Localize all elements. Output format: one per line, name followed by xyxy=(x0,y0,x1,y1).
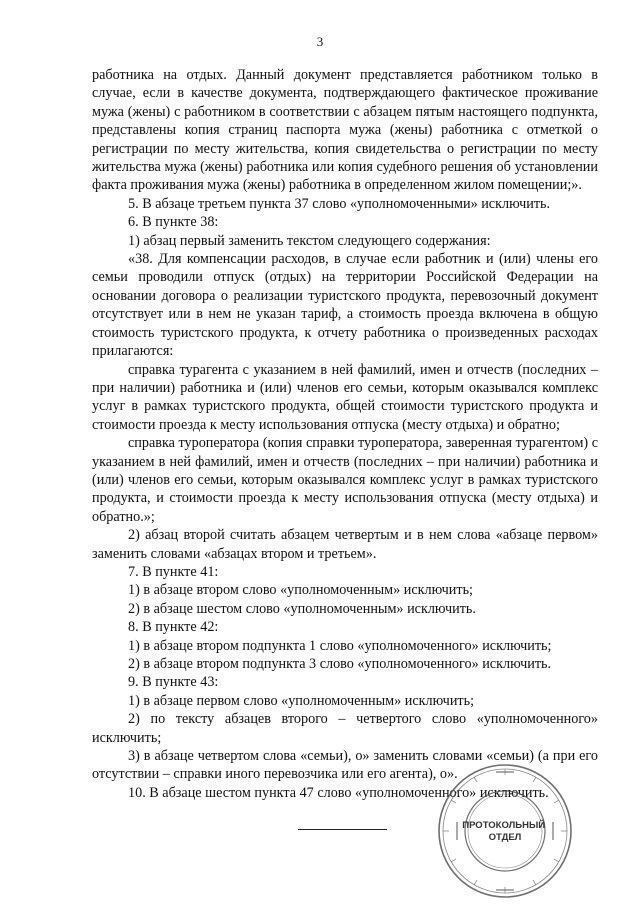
paragraph-item-10: 10. В абзаце шестом пункта 47 слово «уполномоченного» исключить. xyxy=(128,784,549,801)
document-body xyxy=(92,66,598,802)
paragraph-item-6-2: 2) абзац второй считать абзацем четвертым и в нем слова «абзаце первом» заменить словами «абзацах втором и третьем». xyxy=(92,527,598,562)
paragraph-item-9: 9. В пункте 43: xyxy=(128,674,219,691)
official-stamp-seal xyxy=(436,762,574,900)
paragraph-item-8: 8. В пункте 42: xyxy=(128,619,219,636)
paragraph-item-9-2: 2) по тексту абзацев второго – четвертого слово «уполномоченного» исключить; xyxy=(92,711,598,746)
paragraph-quoted-38: «38. Для компенсации расходов, в случае если работник и (или) члены его семьи проводили отпуск (отдых) на территории Российской Федерации на основании договора о реализации туристского продукта, перевозочный документ отсутствует или в нем не указан тариф, а стоимость проезда включена в общую стоимость туристского продукта, к отчету работника о произведенных расходах прилагаются: xyxy=(92,251,598,360)
stamp-center-text: ПРОТОКОЛЬНЫЙ ОТДЕЛ xyxy=(462,820,546,843)
paragraph-item-7-1: 1) в абзаце втором слово «уполномоченным» исключить; xyxy=(128,582,473,599)
paragraph-item-7: 7. В пункте 41: xyxy=(128,563,219,580)
paragraph-item-8-1: 1) в абзаце втором подпункта 1 слово «уполномоченного» исключить; xyxy=(128,637,552,654)
paragraph-item-8-2: 2) в абзаце втором подпункта 3 слово «уполномоченного» исключить. xyxy=(128,656,552,672)
end-of-text-line xyxy=(298,829,387,830)
paragraph-tour-agent-certificate: справка турагента с указанием в ней фамилий, имен и отчеств (последних – при наличии) работника и (или) членов его семьи, которым оказывался комплекс услуг в рамках туристского продукта, общей стоимости туристского продукта и стоимости проезда к месту использования отпуска (месту отдыха) и обратно; xyxy=(92,361,598,433)
paragraph-item-6: 6. В пункте 38: xyxy=(128,214,219,231)
paragraph-item-5: 5. В абзаце третьем пункта 37 слово «уполномоченными» исключить. xyxy=(128,195,551,212)
paragraph-item-7-2: 2) в абзаце шестом слово «уполномоченным» исключить. xyxy=(128,600,476,617)
paragraph-tour-operator-certificate: справка туроператора (копия справки туроператора, заверенная турагентом) с указанием в ней фамилий, имен и отчеств (последних – при наличии) работника и (или) членов его семьи, которым оказывался комплекс услуг в рамках туристского продукта, и стоимости проезда к месту использования отпуска (месту отдыха) и обратно.»; xyxy=(92,435,598,525)
paragraph-item-9-3: 3) в абзаце четвертом слова «семьи), о» заменить словами «семьи) (а при его отсутствии – справки иного перевозчика или его агента), о». xyxy=(92,748,598,783)
page-number: 3 xyxy=(316,34,324,49)
paragraph-item-6-1: 1) абзац первый заменить текстом следующего содержания: xyxy=(128,232,491,249)
paragraph-continuation: работника на отдых. Данный документ представляется работником только в случае, если в качестве документа, подтверждающего фактическое проживание мужа (жены) с работником в соответствии с абзацем пятым настоящего подпункта, представлены копия страниц паспорта мужа (жены) работника с отметкой о регистрации по месту жительства, копия свидетельства о регистрации по месту жительства мужа (жены) работника или копия судебного решения об установлении факта проживания мужа (жены) работника в определенном жилом помещении;». xyxy=(92,67,598,194)
paragraph-item-9-1: 1) в абзаце первом слово «уполномоченным» исключить; xyxy=(128,692,475,709)
